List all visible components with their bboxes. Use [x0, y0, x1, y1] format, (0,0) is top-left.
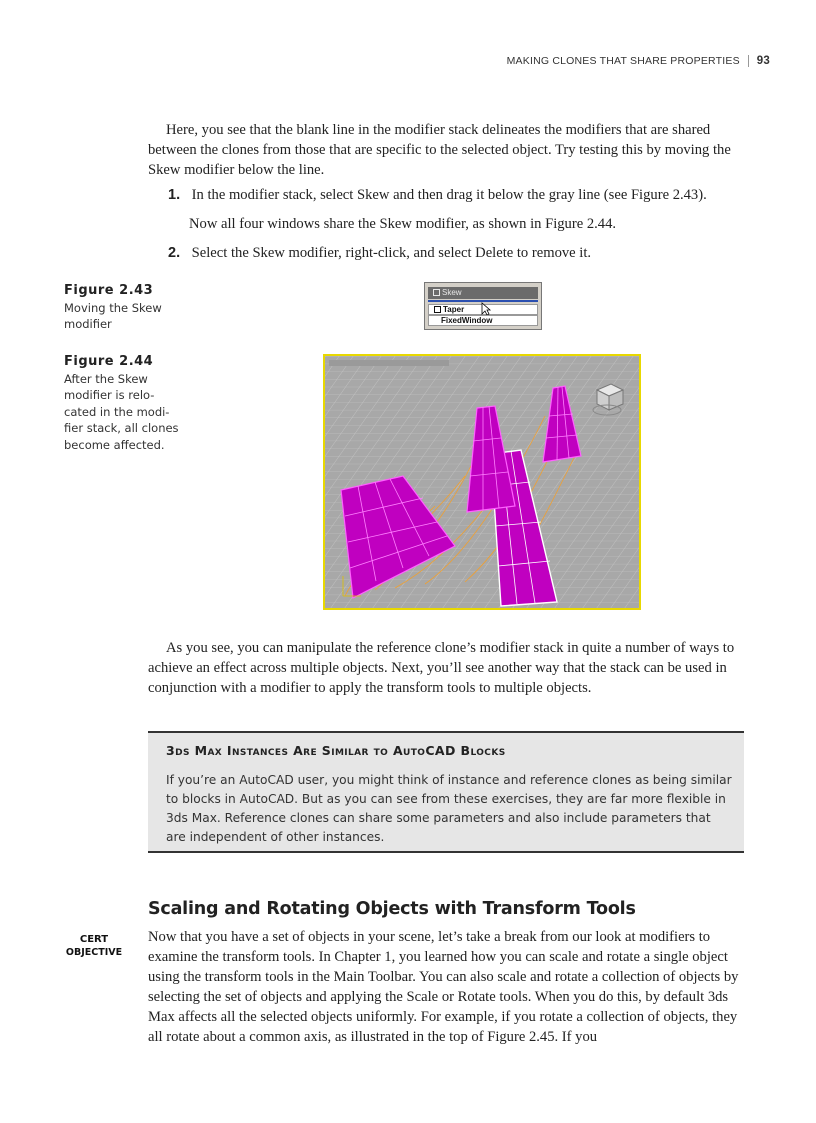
figure-2-43-caption [64, 283, 244, 333]
cert-line-2: OBJECTIVE [65, 947, 123, 958]
step-2-text: Select the Skew modifier, right-click, and select Delete to remove it. [191, 245, 592, 261]
figure-2-44-caption-line: modifier is relo- [64, 388, 155, 402]
stack-row-fixedwindow: FixedWindow [428, 315, 538, 326]
section-heading: Scaling and Rotating Objects with Transform Tools [148, 899, 636, 919]
cert-objective-icon [65, 929, 123, 961]
figure-2-43-caption-line: Moving the Skew [64, 300, 162, 315]
figure-2-44-caption-line: become affected. [64, 437, 165, 452]
figure-2-44-viewport [323, 354, 641, 610]
modifier-toggle-icon [433, 289, 440, 296]
figure-2-43-label: Figure 2.43 [64, 283, 154, 298]
figure-2-44-caption [64, 354, 244, 453]
viewport-render [325, 356, 639, 608]
sidebar-note [148, 731, 744, 853]
figure-2-44-caption-line: fier stack, all clones [64, 421, 179, 435]
mouse-cursor-icon [481, 302, 491, 316]
paragraph-2: As you see, you can manipulate the reference clone’s modifier stack in quite a number of ways to achieve an effect across multiple objects. Next, you’ll see another way that the stack can be used in conjunction with a modifier to apply the transform tools to multiple objects. [148, 640, 735, 696]
page-number: 93 [756, 55, 770, 67]
figure-2-43-caption-line: modifier [64, 317, 112, 331]
step-1-number: 1. [168, 187, 181, 203]
stack-row-skew: Skew [428, 287, 538, 299]
running-title: MAKING CLONES THAT SHARE PROPERTIES [507, 55, 749, 67]
figure-2-44-caption-line: cated in the modi- [64, 404, 170, 419]
stack-row-taper: Taper [428, 304, 538, 315]
step-1-text: In the modifier stack, select Skew and then drag it below the gray line (see Figure 2.43). [191, 187, 707, 203]
step-1-note: Now all four windows share the Skew modifier, as shown in Figure 2.44. [189, 216, 617, 232]
running-head [0, 55, 770, 67]
figure-2-44-caption-line: After the Skew [64, 371, 148, 386]
step-2-number: 2. [168, 245, 181, 261]
modifier-toggle-icon [434, 306, 441, 313]
cert-objective-badge [65, 929, 123, 961]
sidebar-text: If you’re an AutoCAD user, you might think of instance and reference clones as being similar to blocks in AutoCAD. But as you can see from these exercises, they are far more flexible in 3ds Max. Reference clones can share some parameters and also include parameters that are independent of other instances. [166, 773, 732, 844]
cert-line-1: CERT [79, 934, 109, 945]
step-2 [168, 243, 744, 263]
figure-2-43-modifier-stack [424, 282, 542, 330]
viewport-label [329, 360, 449, 366]
intro-paragraph: Here, you see that the blank line in the modifier stack delineates the modifiers that are shared between the clones from those that are specific to the selected object. Try testing this by moving the Skew modifier below the line. [148, 122, 731, 178]
section-paragraph: Now that you have a set of objects in your scene, let’s take a break from our look at modifiers to examine the transform tools. In Chapter 1, you learned how you can scale and rotate a single object using the transform tools in the Main Toolbar. You can also scale and rotate a collection of objects by selecting the set of objects and applying the Scale or Rotate tools. When you do this, by default 3ds Max affects all the selected objects uniformly. For example, if you rotate a collection of objects, they all rotate about a common axis, as illustrated in the top of Figure 2.45. If you [148, 929, 739, 1045]
step-1 [168, 185, 744, 205]
figure-2-44-label: Figure 2.44 [64, 354, 154, 369]
sidebar-title: 3ds Max Instances Are Similar to AutoCAD Blocks [166, 743, 506, 758]
